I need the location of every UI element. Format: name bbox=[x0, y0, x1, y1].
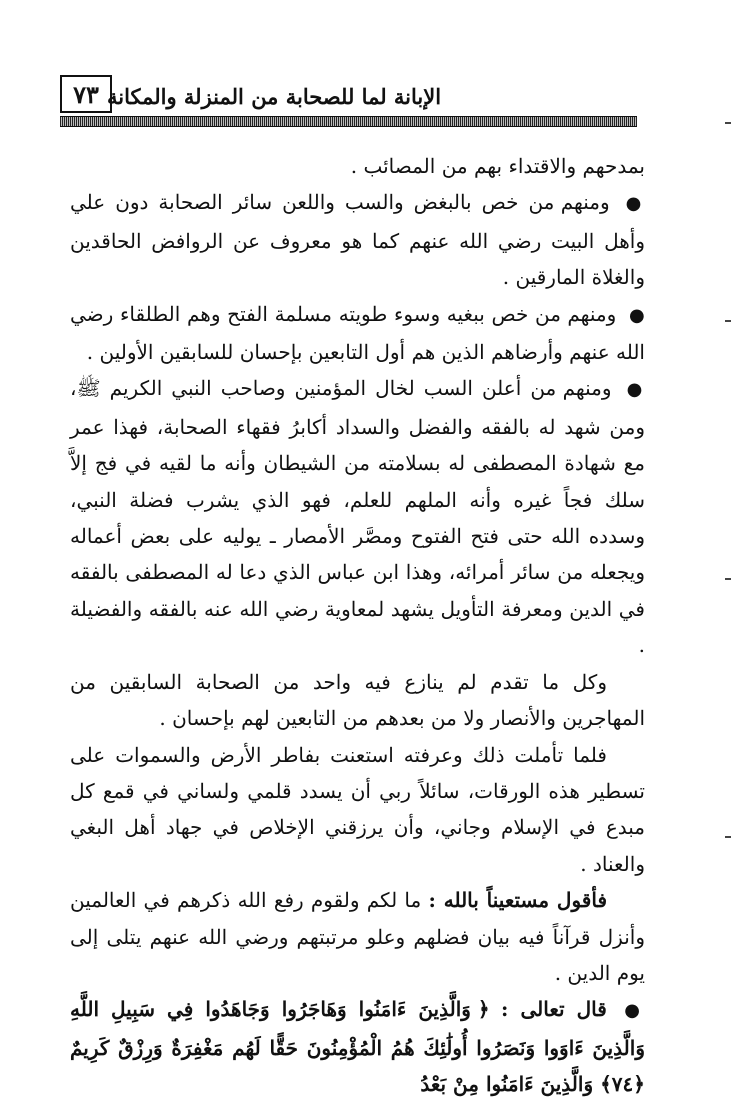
verse-paragraph bbox=[70, 991, 645, 1102]
bullet-icon: ● bbox=[625, 193, 645, 215]
paragraph-1 bbox=[70, 148, 645, 184]
paragraph-text: ومنهم من خص بالبغض والسب واللعن سائر الصحابة دون علي وأهل البيت رضي الله عنهم كما هو معروف عن الروافض الحاقدين والغلاة المارقين . bbox=[70, 190, 645, 290]
paragraph-6 bbox=[70, 737, 645, 883]
running-header-title: الإبانة لما للصحابة من المنزلة والمكانة bbox=[107, 84, 442, 109]
bullet-icon: ● bbox=[624, 1000, 646, 1022]
paragraph-2 bbox=[70, 184, 645, 295]
verse-lead: قال تعالى : bbox=[501, 997, 607, 1022]
paragraph-text: ومنهم من خص ببغيه وسوء طويته مسلمة الفتح وهم الطلقاء رضي الله عنهم وأرضاهم الذين هم أول التابعين بإحسان للسابقين الأولين . bbox=[70, 301, 645, 365]
paragraph-text: ما لكم ولقوم رفع الله ذكرهم في العالمين وأنزل قرآناً فيه بيان فضلهم وعلو مرتبتهم ورضي الله عنهم يتلى إلى يوم الدين . bbox=[70, 888, 645, 985]
margin-tick bbox=[725, 320, 731, 322]
paragraph-4 bbox=[70, 370, 645, 663]
paragraph-text: فلما تأملت ذلك وعرفته استعنت بفاطر الأرض والسموات على تسطير هذه الورقات، سائلاً ربي أن يسدد قلمي ولساني في قمع كل مبدع في الإسلام وجاني، وأن يرزقني الإخلاص في جهاد أهل البغي والعناد . bbox=[70, 742, 645, 876]
paragraph-text: ومنهم من أعلن السب لخال المؤمنين وصاحب النبي الكريم ﷺ، ومن شهد له بالفقه والفضل والسداد أكابرُ فقهاء الصحابة، فهذا عمر مع شهادة المصطفى له بسلامته من الشيطان وأنه ما لقيه في فج إلاَّ سلك فجاً غيره وأنه الملهم للعلم، فهو الذي يشرب فضلة النبي، وسدده الله حتى فتح الفتوح ومصَّر الأمصار ـ يوليه على بعض أعماله ويجعله من سائر أمرائه، وهذا ابن عباس الذي دعا له المصطفى بالفقه في الدين ومعرفة التأويل يشهد لمعاوية رضي الله عنه بالفقه والفضيلة . bbox=[70, 376, 645, 658]
paragraph-3 bbox=[70, 296, 645, 371]
margin-tick bbox=[725, 836, 731, 838]
paragraph-text: وكل ما تقدم لم ينازع فيه واحد من الصحابة السابقين من المهاجرين والأنصار ولا من بعدهم من التابعين لهم بإحسان . bbox=[70, 669, 645, 731]
quran-verse: ﴿ وَالَّذِينَ ءَامَنُوا وَهَاجَرُوا وَجَاهَدُوا فِي سَبِيلِ اللَّهِ وَالَّذِينَ ءَاوَوا وَنَصَرُوا أُولَٰئِكَ هُمُ الْمُؤْمِنُونَ حَقًّا لَهُم مَغْفِرَةٌ وَرِزْقٌ كَرِيمٌ ﴿٧٤﴾ وَالَّذِينَ ءَامَنُوا مِنْ بَعْدُ bbox=[70, 997, 645, 1097]
page-number-box bbox=[60, 75, 112, 113]
margin-tick bbox=[725, 122, 731, 124]
paragraph-7 bbox=[70, 882, 645, 991]
body-text bbox=[70, 148, 645, 1103]
paragraph-5 bbox=[70, 664, 645, 737]
bullet-icon: ● bbox=[628, 304, 646, 326]
margin-tick bbox=[725, 578, 731, 580]
bullet-icon: ● bbox=[626, 379, 645, 401]
header-divider bbox=[60, 116, 637, 127]
paragraph-text: بمدحهم والاقتداء بهم من المصائب . bbox=[350, 154, 645, 178]
page-number: ٧٣ bbox=[73, 79, 99, 109]
paragraph-lead: فأقول مستعيناً بالله : bbox=[428, 888, 608, 913]
